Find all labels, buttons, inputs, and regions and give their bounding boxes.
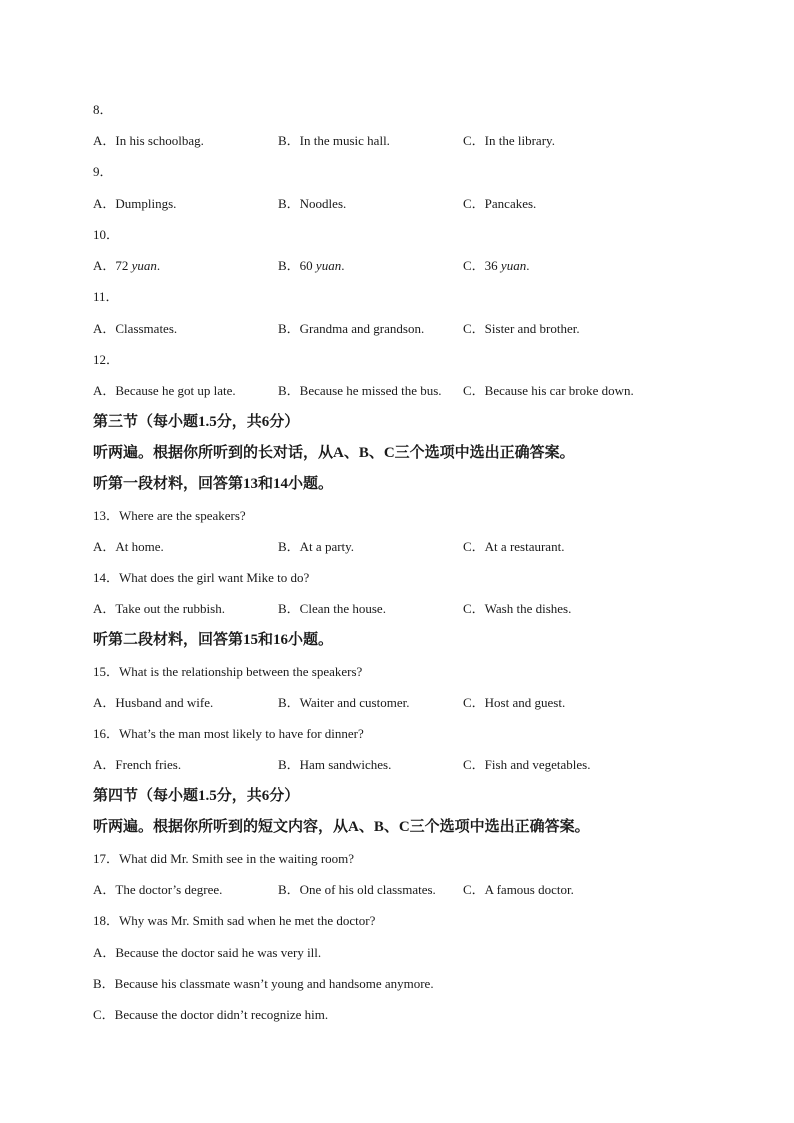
option-c[interactable]: C．Host and guest. [463,695,566,710]
option-c[interactable]: C．At a restaurant. [463,539,565,554]
question-text: 13．Where are the speakers? [93,508,246,523]
option-b[interactable]: B．Because he missed the bus. [278,383,442,398]
option-b[interactable]: B．In the music hall. [278,133,390,148]
question-text: 14．What does the girl want Mike to do? [93,570,310,585]
part-heading: 听第二段材料，回答第15和16小题。 [93,632,334,648]
option-a[interactable]: A．At home. [93,539,164,554]
question-text: 15．What is the relationship between the speakers? [93,664,363,679]
question-text: 17．What did Mr. Smith see in the waiting room? [93,851,355,866]
question-number: 10． [93,227,120,242]
option-a[interactable]: A．72 yuan. [93,258,161,273]
option-b[interactable]: B．Waiter and customer. [278,695,410,710]
option-c[interactable]: C．Wash the dishes. [463,601,572,616]
section-instruction: 听两遍。根据你所听到的长对话，从A、B、C三个选项中选出正确答案。 [93,445,575,461]
question-number: 9． [93,164,113,179]
option-a[interactable]: A．Take out the rubbish. [93,601,225,616]
option-a[interactable]: A．Because he got up late. [93,383,236,398]
question-number: 8． [93,102,113,117]
option-c[interactable]: C．Fish and vegetables. [463,757,591,772]
question-text: 16．What’s the man most likely to have for dinner? [93,726,364,741]
section-instruction: 听两遍。根据你所听到的短文内容，从A、B、C三个选项中选出正确答案。 [93,819,590,835]
section-title: 第三节（每小题1.5分，共6分） [93,414,300,430]
option-b[interactable]: B．Noodles. [278,196,347,211]
option-c[interactable]: C．Because the doctor didn’t recognize him. [93,1007,329,1022]
option-b[interactable]: B．At a party. [278,539,355,554]
option-b[interactable]: B．Clean the house. [278,601,386,616]
option-c[interactable]: C．In the library. [463,133,555,148]
question-text: 18．Why was Mr. Smith sad when he met the doctor? [93,913,376,928]
option-b[interactable]: B．Because his classmate wasn’t young and handsome anymore. [93,976,434,991]
option-b[interactable]: B．Grandma and grandson. [278,321,425,336]
option-c[interactable]: C．36 yuan. [463,258,530,273]
option-b[interactable]: B．Ham sandwiches. [278,757,392,772]
option-a[interactable]: A．Dumplings. [93,196,177,211]
part-heading: 听第一段材料，回答第13和14小题。 [93,476,334,492]
option-a[interactable]: A．French fries. [93,757,182,772]
question-number: 12． [93,352,120,367]
option-a[interactable]: A．Because the doctor said he was very ill. [93,945,322,960]
option-a[interactable]: A．In his schoolbag. [93,133,204,148]
section-title: 第四节（每小题1.5分，共6分） [93,788,300,804]
question-number: 11． [93,289,119,304]
option-a[interactable]: A．Husband and wife. [93,695,214,710]
option-c[interactable]: C．Sister and brother. [463,321,580,336]
option-a[interactable]: A．Classmates. [93,321,178,336]
option-c[interactable]: C．Because his car broke down. [463,383,634,398]
option-c[interactable]: C．Pancakes. [463,196,537,211]
option-a[interactable]: A．The doctor’s degree. [93,882,223,897]
option-b[interactable]: B．One of his old classmates. [278,882,436,897]
option-b[interactable]: B．60 yuan. [278,258,345,273]
option-c[interactable]: C．A famous doctor. [463,882,574,897]
